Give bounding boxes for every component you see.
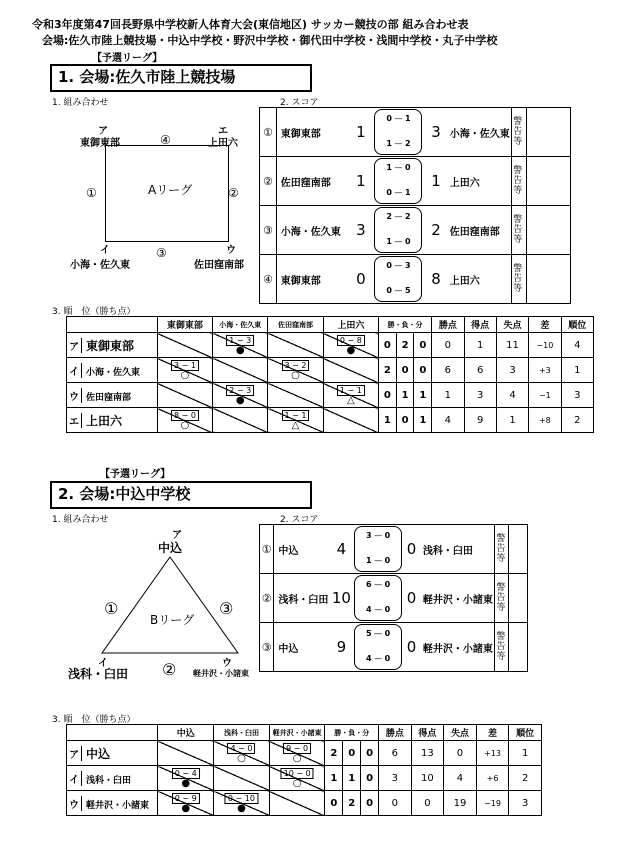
empty-cell	[268, 333, 323, 358]
points: 0	[379, 791, 412, 816]
goal-diff: +6	[476, 766, 509, 791]
match-number: ②	[260, 574, 274, 623]
home-team: 東御東部	[276, 255, 351, 304]
match-number: ④	[260, 255, 277, 304]
warning-cell	[526, 108, 570, 157]
second-half: 0 — 5	[386, 286, 411, 295]
team-a-kana: ア	[98, 126, 108, 137]
rank-header: 得点	[411, 725, 444, 741]
points: 1	[432, 383, 464, 408]
result-mark: ●	[181, 803, 191, 814]
goals-against: 19	[444, 791, 477, 816]
team-kana: ウ	[67, 796, 82, 811]
team-kana: イ	[67, 363, 82, 378]
team-name: 小海・佐久東	[86, 367, 141, 378]
away-team: 軽井沢・小諸東	[419, 623, 495, 672]
team-b2-name: 浅科・臼田	[68, 667, 129, 681]
result-score: 0 − 4	[172, 768, 200, 779]
rank-row	[67, 358, 594, 383]
rank: 2	[509, 766, 542, 791]
score-table-b	[259, 524, 528, 672]
team-name: 佐田窪南部	[86, 392, 132, 403]
warning-label: 警告等	[496, 632, 506, 662]
away-score: 1	[426, 157, 445, 206]
record-w: 0	[325, 791, 343, 816]
rank-row	[67, 741, 542, 766]
team-c-name: 佐田窪南部	[194, 260, 244, 271]
rank: 3	[561, 383, 593, 408]
rank-header: 順位	[561, 317, 593, 333]
score-row	[260, 108, 571, 157]
team-a-name: 東御東部	[80, 138, 120, 149]
result-score: 3 − 2	[282, 360, 310, 371]
second-half: 1 — 0	[386, 237, 411, 246]
result-cell	[213, 383, 268, 408]
match-3-marker: ③	[156, 246, 167, 260]
goals-for: 13	[411, 741, 444, 766]
match-number: ③	[260, 623, 274, 672]
points: 6	[432, 358, 464, 383]
first-half: 2 — 2	[386, 212, 411, 221]
rank: 3	[509, 791, 542, 816]
half-scores	[374, 158, 422, 204]
result-score: 0 − 9	[172, 793, 200, 804]
doc-title: 令和3年度第47回長野県中学校新人体育大会(東信地区) サッカー競技の部 組み合わせ表	[32, 18, 469, 31]
rank: 4	[561, 333, 593, 358]
away-score: 8	[426, 255, 445, 304]
half-scores	[374, 256, 422, 302]
result-score: 4 − 0	[227, 743, 255, 754]
home-score: 4	[331, 525, 352, 574]
goals-for: 9	[464, 408, 496, 433]
second-half: 1 — 0	[365, 556, 391, 565]
rank-header: 東御東部	[157, 317, 212, 333]
self-cell	[157, 333, 212, 358]
result-cell	[213, 333, 268, 358]
score-label-a: 2. スコア	[280, 98, 319, 108]
away-score: 0	[404, 623, 419, 672]
away-team: 小海・佐久東	[446, 108, 512, 157]
team-b1-name: 中込	[158, 541, 183, 555]
half-scores	[354, 526, 402, 572]
venue-list: 会場:佐久市陸上競技場・中込中学校・野沢中学校・御代田中学校・浅間中学校・丸子中学校	[42, 34, 498, 47]
team-kana: ウ	[67, 388, 82, 403]
result-mark: ●	[346, 345, 356, 356]
record-d: 1	[414, 408, 432, 433]
away-score: 0	[404, 574, 419, 623]
home-team: 中込	[274, 525, 331, 574]
team-b2-kana: イ	[98, 658, 108, 669]
record-d: 1	[414, 383, 432, 408]
rank-header: 順位	[509, 725, 542, 741]
team-name: 東御東部	[86, 338, 135, 353]
half-scores	[354, 624, 402, 670]
result-mark: ○	[237, 753, 246, 764]
league-a-label: Aリーグ	[148, 183, 193, 197]
result-cell	[323, 383, 378, 408]
team-b-kana: イ	[100, 245, 110, 256]
result-mark: ○	[292, 753, 302, 764]
goals-against: 0	[444, 741, 477, 766]
result-cell	[214, 741, 270, 766]
team-kana: ア	[67, 338, 82, 353]
record-w: 2	[378, 358, 396, 383]
result-cell	[268, 358, 323, 383]
first-half: 1 — 0	[386, 163, 411, 172]
rank-header: 勝点	[379, 725, 412, 741]
team-kana: エ	[67, 413, 82, 428]
rank: 1	[509, 741, 542, 766]
rank-header: 失点	[444, 725, 477, 741]
goals-against: 11	[496, 333, 528, 358]
rank-header: 上田六	[323, 317, 378, 333]
prelim-label-b: 【予選リーグ】	[100, 469, 171, 480]
rank-header: 勝・負・分	[378, 317, 431, 333]
rank-table-a	[66, 316, 594, 433]
warning-cell	[526, 255, 570, 304]
record-w: 1	[325, 766, 343, 791]
away-team: 上田六	[446, 255, 512, 304]
result-mark: ●	[235, 395, 245, 406]
result-score: 8 − 0	[171, 410, 199, 421]
goals-for: 0	[411, 791, 444, 816]
rank-header: 浅科・臼田	[214, 725, 270, 741]
empty-cell	[157, 383, 212, 408]
section-title-b: 2. 会場:中込中学校	[50, 481, 312, 509]
result-mark: ○	[292, 778, 302, 789]
rank-header: 失点	[496, 317, 528, 333]
away-team: 浅科・臼田	[419, 525, 495, 574]
half-scores	[354, 575, 402, 621]
record-l: 1	[343, 766, 361, 791]
self-cell	[214, 766, 270, 791]
team-b3-kana: ウ	[222, 658, 232, 669]
record-l: 2	[396, 333, 414, 358]
combo-label-a: 1. 組み合わせ	[52, 98, 109, 108]
league-b-label: Bリーグ	[150, 613, 195, 627]
prelim-label-a: 【予選リーグ】	[92, 53, 163, 64]
match-number: ①	[260, 525, 274, 574]
record-w: 2	[325, 741, 343, 766]
match-number: ③	[260, 206, 277, 255]
score-row	[260, 206, 571, 255]
score-row	[260, 255, 571, 304]
goal-diff: −19	[476, 791, 509, 816]
result-cell	[268, 408, 323, 433]
record-l: 2	[343, 791, 361, 816]
home-team: 中込	[274, 623, 331, 672]
goals-for: 10	[411, 766, 444, 791]
combo-label-b: 1. 組み合わせ	[52, 515, 109, 525]
result-mark: ●	[181, 778, 191, 789]
rank-header: 得点	[464, 317, 496, 333]
goals-for: 1	[464, 333, 496, 358]
first-half: 6 — 0	[365, 580, 391, 589]
team-b-name: 小海・佐久東	[70, 260, 130, 271]
home-team: 浅科・臼田	[274, 574, 331, 623]
home-score: 1	[351, 157, 370, 206]
warning-label: 警告等	[496, 583, 506, 613]
team-name: 軽井沢・小諸東	[86, 800, 150, 811]
record-l: 0	[396, 408, 414, 433]
rank-header: 差	[529, 317, 561, 333]
second-half: 1 — 2	[386, 139, 411, 148]
result-cell	[214, 791, 270, 816]
rank: 2	[561, 408, 593, 433]
score-row	[260, 623, 528, 672]
warning-label: 警告等	[513, 215, 523, 245]
record-d: 0	[361, 766, 379, 791]
rank-header: 佐田窪南部	[268, 317, 323, 333]
result-cell	[158, 791, 214, 816]
score-row	[260, 525, 528, 574]
result-mark: ●	[235, 345, 245, 356]
result-score: 1 − 1	[282, 410, 310, 421]
away-team: 佐田窪南部	[446, 206, 512, 255]
first-half: 3 — 0	[365, 531, 391, 540]
home-score: 9	[331, 623, 352, 672]
result-mark: ●	[237, 803, 246, 814]
team-d-kana: エ	[218, 126, 228, 137]
rank-table-b	[66, 724, 542, 816]
record-l: 1	[396, 383, 414, 408]
warning-label: 警告等	[496, 534, 506, 564]
points: 0	[432, 333, 464, 358]
points: 6	[379, 741, 412, 766]
first-half: 0 — 3	[386, 261, 411, 270]
goals-for: 3	[464, 383, 496, 408]
result-score: 1 − 1	[337, 385, 365, 396]
team-b3-name: 軽井沢・小諸東	[193, 669, 249, 678]
section-title-a: 1. 会場:佐久市陸上競技場	[50, 64, 312, 92]
result-score: 10 − 0	[281, 768, 314, 779]
half-scores	[374, 109, 422, 155]
match-number: ②	[260, 157, 277, 206]
goal-diff: +3	[529, 358, 561, 383]
second-half: 4 — 0	[365, 654, 391, 663]
record-w: 1	[378, 408, 396, 433]
self-cell	[213, 358, 268, 383]
record-d: 0	[414, 358, 432, 383]
home-score: 10	[331, 574, 352, 623]
warning-label: 警告等	[513, 117, 523, 147]
rank-header: 勝・負・分	[325, 725, 379, 741]
away-team: 上田六	[446, 157, 512, 206]
result-mark: ○	[180, 370, 190, 381]
score-row	[260, 574, 528, 623]
home-team: 小海・佐久東	[276, 206, 351, 255]
rank-header: 中込	[158, 725, 214, 741]
rank-header: 軽井沢・小諸東	[269, 725, 325, 741]
warning-cell	[526, 157, 570, 206]
record-d: 0	[361, 741, 379, 766]
match-2-marker: ②	[228, 186, 239, 200]
result-score: 2 − 3	[226, 385, 254, 396]
rank-row	[67, 383, 594, 408]
home-score: 1	[351, 108, 370, 157]
away-team: 軽井沢・小諸東	[419, 574, 495, 623]
record-d: 0	[414, 333, 432, 358]
half-scores	[374, 207, 422, 253]
goals-against: 4	[444, 766, 477, 791]
result-cell	[323, 333, 378, 358]
record-d: 0	[361, 791, 379, 816]
goals-against: 1	[496, 408, 528, 433]
record-w: 0	[378, 383, 396, 408]
home-team: 東御東部	[276, 108, 351, 157]
away-score: 0	[404, 525, 419, 574]
team-b1-kana: ア	[172, 530, 182, 541]
match-b1-marker: ①	[104, 599, 119, 618]
goal-diff: +8	[529, 408, 561, 433]
result-score: 1 − 3	[226, 335, 254, 346]
result-score: 9 − 0	[283, 743, 311, 754]
match-b3-marker: ③	[219, 599, 234, 618]
goals-against: 3	[496, 358, 528, 383]
rank-header: 差	[476, 725, 509, 741]
goal-diff: −1	[529, 383, 561, 408]
result-mark: △	[291, 420, 300, 431]
team-name: 浅科・臼田	[86, 775, 132, 786]
rank-row	[67, 766, 542, 791]
result-cell	[269, 741, 325, 766]
away-score: 2	[426, 206, 445, 255]
rank-header: 小海・佐久東	[213, 317, 268, 333]
team-d-name: 上田六	[208, 138, 238, 149]
warning-cell	[508, 525, 527, 574]
warning-cell	[508, 623, 527, 672]
rank-row	[67, 333, 594, 358]
warning-label: 警告等	[513, 166, 523, 196]
self-cell	[323, 408, 378, 433]
result-mark: ○	[291, 370, 300, 381]
goals-against: 4	[496, 383, 528, 408]
result-mark: ○	[180, 420, 190, 431]
second-half: 4 — 0	[365, 605, 391, 614]
team-kana: イ	[67, 771, 82, 786]
points: 3	[379, 766, 412, 791]
record-w: 0	[378, 333, 396, 358]
team-kana: ア	[67, 746, 82, 761]
rank: 1	[561, 358, 593, 383]
empty-cell	[213, 408, 268, 433]
team-name: 中込	[86, 746, 111, 761]
self-cell	[158, 741, 214, 766]
result-score: 0 − 8	[337, 335, 365, 346]
rank-header: 勝点	[432, 317, 464, 333]
rank-row	[67, 791, 542, 816]
result-cell	[158, 766, 214, 791]
result-cell	[157, 358, 212, 383]
warning-cell	[526, 206, 570, 255]
first-half: 0 — 1	[386, 114, 411, 123]
match-b2-marker: ②	[162, 660, 177, 679]
record-l: 0	[343, 741, 361, 766]
first-half: 5 — 0	[365, 629, 391, 638]
goal-diff: −10	[529, 333, 561, 358]
self-cell	[268, 383, 323, 408]
second-half: 0 — 1	[386, 188, 411, 197]
home-score: 3	[351, 206, 370, 255]
points: 4	[432, 408, 464, 433]
result-score: 0 − 10	[225, 793, 258, 804]
record-l: 0	[396, 358, 414, 383]
team-c-kana: ウ	[226, 245, 236, 256]
rank-label-a: 3. 順 位（勝ち点）	[52, 307, 136, 317]
result-cell	[269, 766, 325, 791]
rank-row	[67, 408, 594, 433]
score-row	[260, 157, 571, 206]
result-cell	[157, 408, 212, 433]
warning-label: 警告等	[513, 264, 523, 294]
rank-label-b: 3. 順 位（勝ち点）	[52, 715, 136, 725]
empty-cell	[323, 358, 378, 383]
team-name: 上田六	[86, 413, 123, 428]
home-team: 佐田窪南部	[276, 157, 351, 206]
score-label-b: 2. スコア	[280, 515, 319, 525]
away-score: 3	[426, 108, 445, 157]
score-table-a	[259, 107, 571, 304]
match-1-marker: ①	[86, 186, 97, 200]
home-score: 0	[351, 255, 370, 304]
goals-for: 6	[464, 358, 496, 383]
match-4-marker: ④	[160, 133, 171, 147]
goal-diff: +13	[476, 741, 509, 766]
self-cell	[269, 791, 325, 816]
result-score: 3 − 1	[171, 360, 199, 371]
result-mark: △	[346, 395, 355, 406]
match-number: ①	[260, 108, 277, 157]
warning-cell	[508, 574, 527, 623]
